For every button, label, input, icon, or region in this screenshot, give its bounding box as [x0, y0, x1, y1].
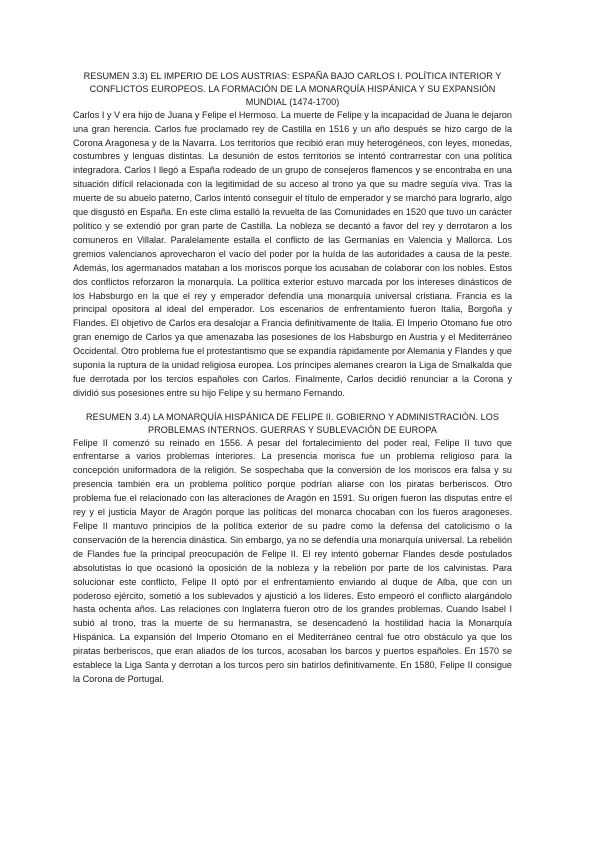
section-body: Felipe II comenzó su reinado en 1556. A pesar del fortalecimiento del poder real, Felipe II tuvo que enfrentarse a varios problemas interiores. La presencia morisca fue un problema religioso para la concepción uniformadora de la religión. Se sospechaba que la conversión de los moriscos era falsa y su presencia también era un problema político porque podrían aliarse con los piratas berberiscos. Otro problema fue el relacionado con las alteraciones de Aragón en 1591. Su origen fueron las disputas entre el rey y el justicia Mayor de Aragón porque las políticas del monarca chocaban con los fueros aragoneses. Felipe II mantuvo principios de la política exterior de su padre como la defensa del catolicismo o la conservación de la herencia dinástica. Sin embargo, ya no se defendía una monarquía universal. La rebelión de Flandes fue la principal preocupación de Felipe II. El rey intentó gobernar Flandes desde postulados absolutistas lo que ocasionó la oposición de la nobleza y la rebelión por parte de los calvinistas. Para solucionar este conflicto, Felipe II optó por el enfrentamiento enviando al duque de Alba, que con un poderoso ejército, sometió a los sublevados y ajustició a los líderes. Esto empeoró el conflicto alargándolo hasta ochenta años. Las relaciones con Inglaterra fueron otro de los grandes problemas. Cuando Isabel I subió al trono, tras la muerte de su hermanastra, se desencadenó la hostilidad hacia la Monarquía Hispánica. La expansión del Imperio Otomano en el Mediterráneo central fue otro obstáculo ya que los piratas berberiscos, que eran aliados de los turcos, acosaban los barcos y puertos españoles. En 1570 se establece la Liga Santa y derrotan a los turcos pero sin batirlos definitivamente. En 1580, Felipe II consigue la Corona de Portugal. — [73, 437, 512, 684]
section-heading: RESUMEN 3.3) EL IMPERIO DE LOS AUSTRIAS: ESPAÑA BAJO CARLOS I. POLÍTICA INTERIOR Y CONFLICTOS EUROPEOS. LA FORMACIÓN DE LA MONARQUÍA HISPÁNICA Y SU EXPANSIÓN MUNDIAL (1474-1700) — [83, 71, 502, 107]
section-heading: RESUMEN 3.4) LA MONARQUÍA HISPÁNICA DE FELIPE II. GOBIERNO Y ADMINISTRACIÓN. LOS PROBLEMAS INTERNOS. GUERRAS Y SUBLEVACIÓN DE EUROPA — [86, 411, 499, 435]
summary-section-3-3 — [73, 70, 512, 401]
section-body: Carlos I y V era hijo de Juana y Felipe el Hermoso. La muerte de Felipe y la incapacidad de Juana le dejaron una gran herencia. Carlos fue proclamado rey de Castilla en 1516 y un año después se hizo cargo de la Corona Aragonesa y de la Navarra. Los territorios que recibió eran muy heterogéneos, con leyes, monedas, costumbres y lenguas distintas. La desunión de estos territorios se intentó contrarrestar con una política integradora. Carlos I llegó a España rodeado de un grupo de consejeros flamencos y se encontraba en una situación difícil relacionada con la legitimidad de su acceso al trono ya que su madre seguía viva. Tras la muerte de su abuelo paterno, Carlos intentó conseguir el título de emperador y se marchó para lograrlo, algo que disgustó en España. En este clima estalló la revuelta de las Comunidades en 1520 que tuvo un carácter político y se extendió por gran parte de Castilla. La nobleza se decantó a favor del rey y derrotaron a los comuneros en Villalar. Paralelamente estalla el conflicto de las Germanías en Valencia y Mallorca. Los gremios valencianos aprovecharon el vacío del poder por la huída de las autoridades a causa de la peste. Además, los agermanados mataban a los moriscos porque los acusaban de colaborar con los nobles. Estos dos conflictos reforzaron la monarquía. La política exterior estuvo marcada por los intereses dinásticos de los Habsburgo en la que el rey y emperador defendía una monarquía universal cristiana. Francia es la principal opositora al ideal del emperador. Los escenarios de enfrentamiento fueron Italia, Borgoña y Flandes. El objetivo de Carlos era desalojar a Francia definitivamente de Italia. El Imperio Otomano fue otro gran enemigo de Carlos ya que amenazaba las posesiones de los Habsburgo en Austria y el Mediterráneo Occidental. Otro problema fue el protestantismo que se expandía rápidamente por Alemania y Flandes y que suponía la ruptura de la unidad religiosa europea. Los príncipes alemanes crearon la Liga de Smalkalda que fue derrotada por los tercios españoles con Carlos. Finalmente, Carlos decidió renunciar a la Corona y dividió sus posesiones entre su hijo Felipe y su hermano Fernando. — [73, 109, 512, 398]
summary-section-3-4 — [73, 411, 512, 687]
